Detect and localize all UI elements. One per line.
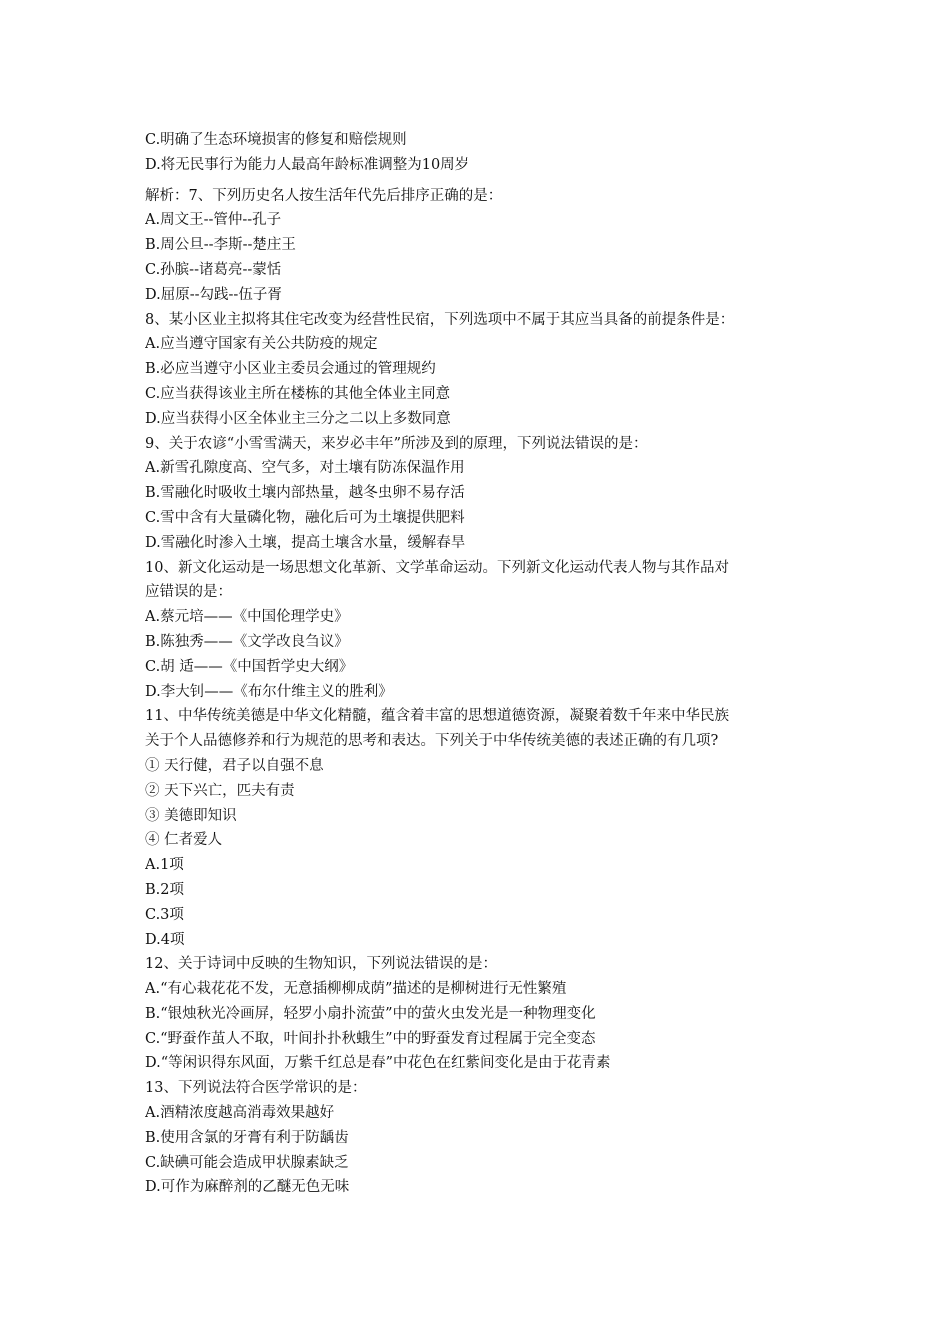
q8-option-b: B.必应当遵守小区业主委员会通过的管理规约 (145, 361, 436, 378)
q10-option-b: B.陈独秀——《文学改良刍议》 (145, 633, 349, 650)
q8-stem: 8、某小区业主拟将其住宅改变为经营性民宿，下列选项中不属于其应当具备的前提条件是： (145, 311, 735, 328)
q11-option-c: C.3项 (145, 906, 184, 923)
q9-option-b: B.雪融化时吸收土壤内部热量，越冬虫卵不易存活 (145, 485, 465, 502)
document-page (145, 128, 815, 1200)
q12-option-a: A.“有心栽花花不发，无意插柳柳成荫”描述的是柳树进行无性繁殖 (145, 981, 567, 998)
q11-option-d: D.4项 (145, 931, 185, 948)
q9-option-d: D.雪融化时渗入土壤，提高土壤含水量，缓解春旱 (145, 534, 466, 551)
q7-stem: 解析：7、下列历史名人按生活年代先后排序正确的是： (145, 187, 503, 204)
q13-option-c: C.缺碘可能会造成甲状腺素缺乏 (145, 1154, 349, 1171)
q13-option-a: A.酒精浓度越高消毒效果越好 (145, 1105, 335, 1122)
q11-option-b: B.2项 (145, 881, 184, 898)
q12-stem: 12、关于诗词中反映的生物知识，下列说法错误的是： (145, 956, 497, 973)
q12-option-b: B.“银烛秋光冷画屏，轻罗小扇扑流萤”中的萤火虫发光是一种物理变化 (145, 1005, 596, 1022)
q12-option-d: D.“等闲识得东风面，万紫千红总是春”中花色在红紫间变化是由于花青素 (145, 1055, 611, 1072)
q12-option-c: C.“野蚕作茧人不取，叶间扑扑秋蛾生”中的野蚕发育过程属于完全变态 (145, 1030, 596, 1047)
q13-option-d: D.可作为麻醉剂的乙醚无色无味 (145, 1179, 350, 1196)
q7-option-c: C.孙膑--诸葛亮--蒙恬 (145, 261, 282, 278)
q9-option-a: A.新雪孔隙度高、空气多，对土壤有防冻保温作用 (145, 460, 465, 477)
q8-option-c: C.应当获得该业主所在楼栋的其他全体业主同意 (145, 385, 451, 402)
prev-option-d: D.将无民事行为能力人最高年龄标准调整为10周岁 (145, 156, 470, 173)
q10-stem-line1: 10、新文化运动是一场思想文化革新、文学革命运动。下列新文化运动代表人物与其作品对 (145, 559, 729, 576)
q7-option-d: D.屈原--勾践--伍子胥 (145, 286, 282, 303)
q13-stem: 13、下列说法符合医学常识的是： (145, 1080, 367, 1097)
q8-option-d: D.应当获得小区全体业主三分之二以上多数同意 (145, 410, 451, 427)
q11-stem-line1: 11、中华传统美德是中华文化精髓，蕴含着丰富的思想道德资源，凝聚着数千年来中华民族 (145, 708, 729, 725)
q11-item-4: ④ 仁者爱人 (145, 832, 223, 849)
q9-stem: 9、关于农谚“小雪雪满天，来岁必丰年”所涉及到的原理，下列说法错误的是： (145, 435, 648, 452)
q11-item-3: ③ 美德即知识 (145, 807, 237, 824)
q11-stem-line2: 关于个人品德修养和行为规范的思考和表达。下列关于中华传统美德的表述正确的有几项? (145, 733, 719, 750)
q11-item-2: ② 天下兴亡，匹夫有责 (145, 782, 295, 799)
q10-option-d: D.李大钊——《布尔什维主义的胜利》 (145, 683, 393, 700)
q10-option-a: A.蔡元培——《中国伦理学史》 (145, 609, 349, 626)
q11-item-1: ① 天行健，君子以自强不息 (145, 757, 324, 774)
q8-option-a: A.应当遵守国家有关公共防疫的规定 (145, 336, 378, 353)
q7-option-b: B.周公旦--李斯--楚庄王 (145, 237, 296, 254)
q10-option-c: C.胡 适——《中国哲学史大纲》 (145, 658, 354, 675)
q10-stem-line2: 应错误的是： (145, 584, 232, 601)
q11-option-a: A.1项 (145, 857, 184, 874)
q7-option-a: A.周文王--管仲--孔子 (145, 212, 282, 229)
prev-option-c: C.明确了生态环境损害的修复和赔偿规则 (145, 132, 407, 148)
q13-option-b: B.使用含氯的牙膏有利于防龋齿 (145, 1129, 349, 1146)
q9-option-c: C.雪中含有大量磷化物，融化后可为土壤提供肥料 (145, 509, 465, 526)
